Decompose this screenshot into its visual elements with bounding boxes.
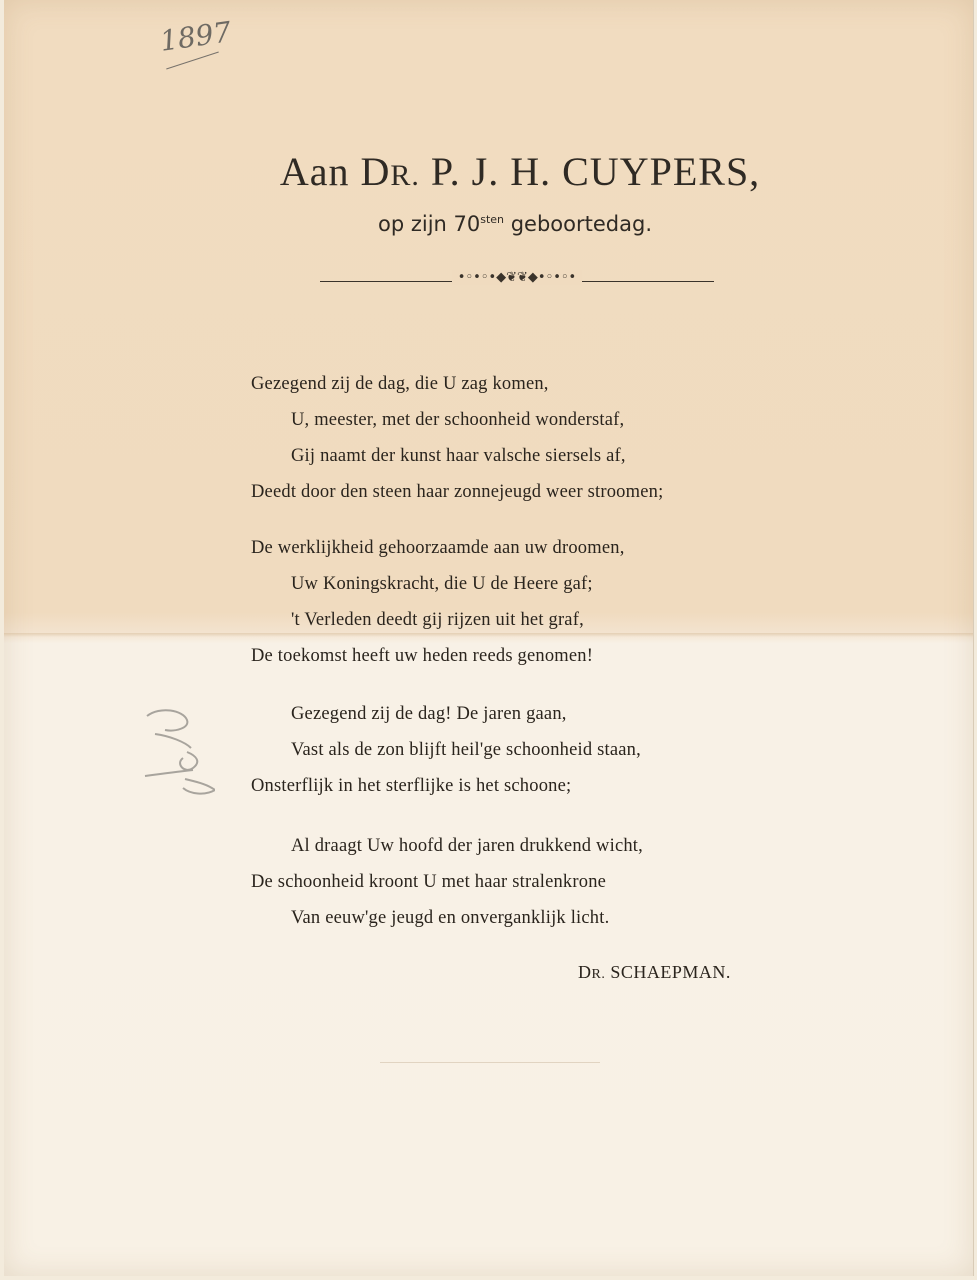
divider-ornament-icon: •◦•◦•◆❦❦◆•◦•◦•: [452, 270, 582, 285]
title-name: P. J. H. CUYPERS,: [419, 149, 761, 194]
poem-line: Uw Koningskracht, die U de Heere gaf;: [291, 574, 593, 594]
signature: [578, 962, 731, 983]
subtitle-sup: sten: [480, 213, 505, 226]
page-subtitle: [0, 212, 977, 236]
poem-line: De toekomst heeft uw heden reeds genomen!: [251, 646, 594, 666]
signature-dr-small: R.: [591, 967, 606, 982]
poem-line: Al draagt Uw hoofd der jaren drukkend wicht,: [291, 836, 643, 856]
poem-line: Van eeuw'ge jeugd en onverganklijk licht.: [291, 908, 610, 928]
poem-line: 't Verleden deedt gij rijzen uit het graf,: [291, 610, 584, 630]
page-title: [0, 148, 977, 195]
poem-line: Gezegend zij de dag, die U zag komen,: [251, 374, 549, 394]
poem-line: Gezegend zij de dag! De jaren gaan,: [291, 704, 567, 724]
poem-line: De werklijkheid gehoorzaamde aan uw droomen,: [251, 538, 625, 558]
signature-name: SCHAEPMAN.: [605, 962, 731, 982]
poem: [251, 366, 771, 936]
poem-line: Deedt door den steen haar zonnejeugd weer stroomen;: [251, 482, 664, 502]
signature-dr: D: [578, 962, 592, 982]
subtitle-after: geboortedag.: [504, 212, 652, 236]
title-prefix: Aan: [279, 149, 361, 194]
poem-line: De schoonheid kroont U met haar stralenkrone: [251, 872, 607, 892]
poem-line: Gij naamt der kunst haar valsche siersels af,: [291, 446, 626, 466]
subtitle-before: op zijn 70: [377, 212, 481, 236]
poem-line: Onsterflijk in het sterflijke is het schoone;: [251, 776, 572, 796]
title-dr: D: [360, 149, 391, 194]
handwritten-year: 1897: [158, 15, 234, 58]
faint-mark: [380, 1062, 600, 1063]
poem-line: Vast als de zon blijft heil'ge schoonheid staan,: [291, 740, 641, 760]
pencil-scribble-icon: [135, 704, 215, 799]
poem-line: U, meester, met der schoonheid wonderstaf,: [291, 410, 625, 430]
title-dr-small: R.: [390, 159, 420, 192]
